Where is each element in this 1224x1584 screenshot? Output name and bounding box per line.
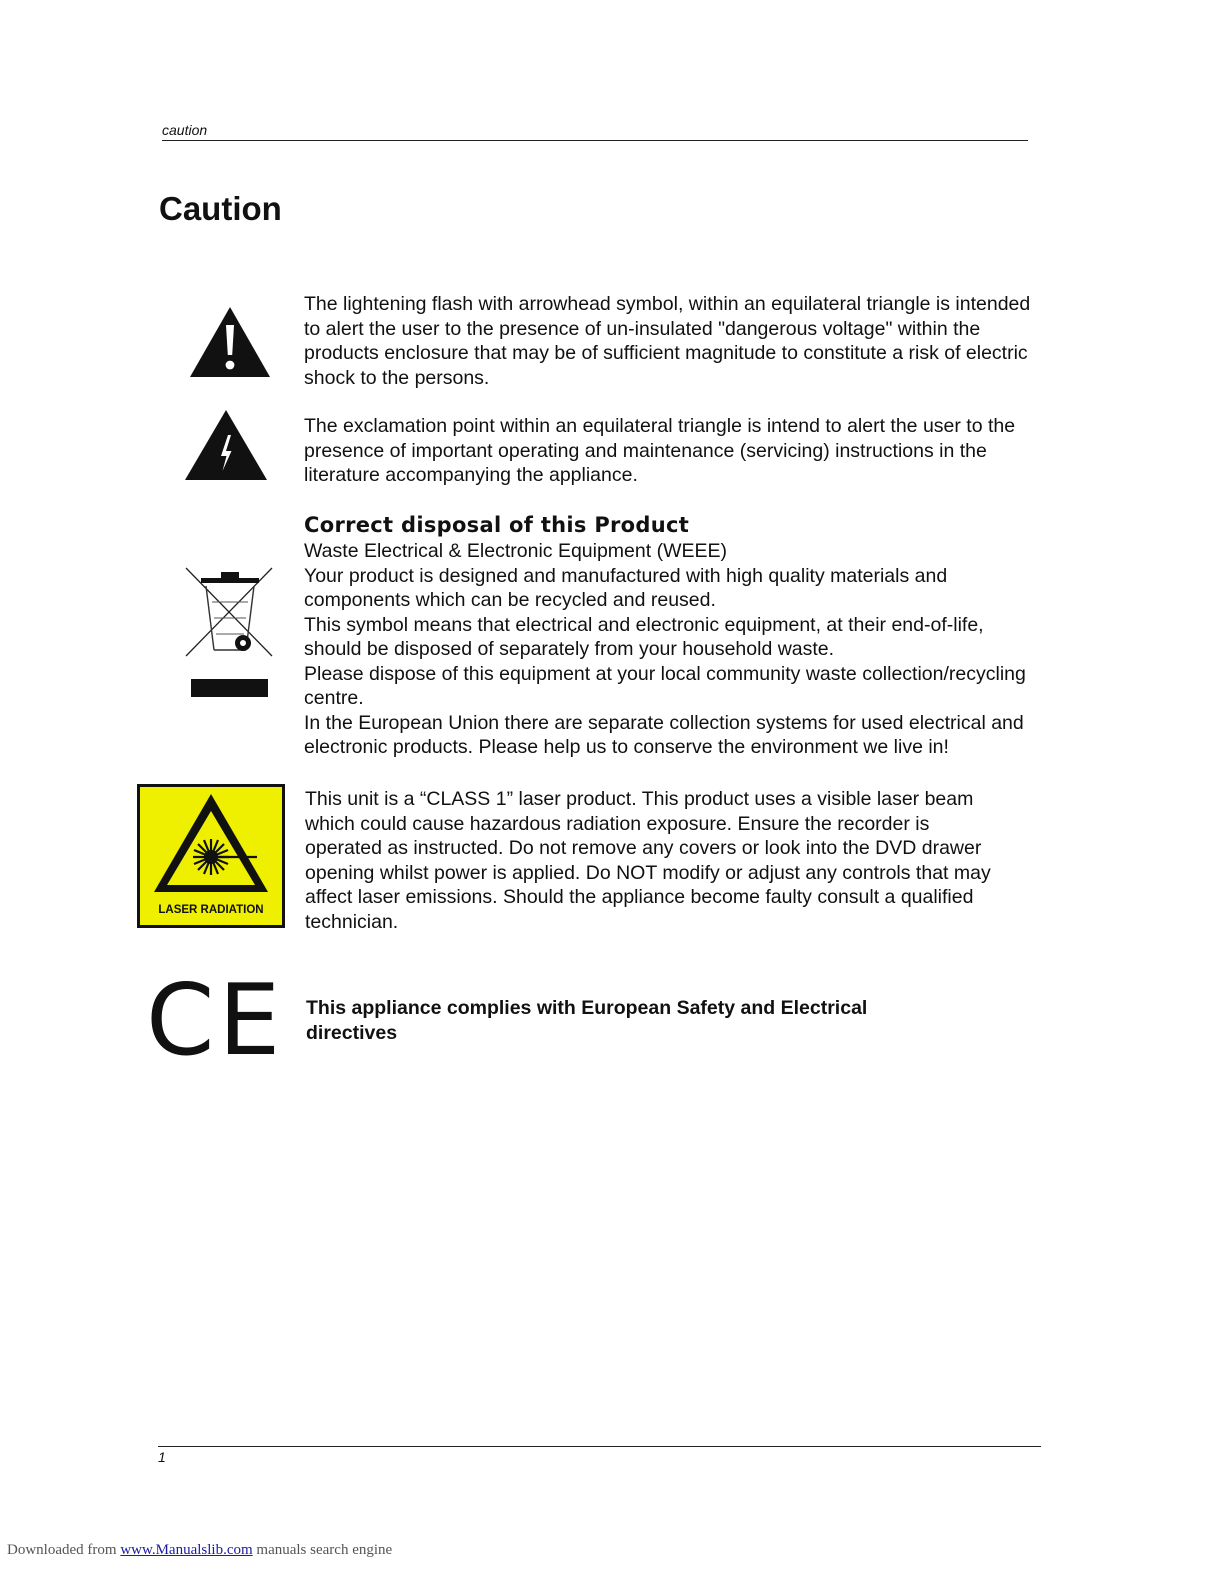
download-suffix: manuals search engine <box>252 1542 393 1558</box>
ce-mark-text: CE <box>146 964 285 1078</box>
disposal-line: Please dispose of this equipment at your local community waste collection/recycling centre. <box>304 662 1026 709</box>
footer-rule <box>158 1446 1041 1447</box>
disposal-line: Your product is designed and manufactured with high quality materials and components which can be recycled and reused. <box>304 564 948 611</box>
ce-compliance-text: This appliance complies with European Safety and Electrical directives <box>306 997 868 1044</box>
lightning-symbol-text: The lightening flash with arrowhead symbol, within an equilateral triangle is intended to alert the user to the presence of un-insulated "dangerous voltage" within the products enclosure that may be of sufficient magnitude to constitute a risk of electric shock to the persons. <box>304 293 1031 389</box>
disposal-line: In the European Union there are separate collection systems for used electrical and electronic products. Please help us to conserve the environment we live in! <box>304 711 1024 758</box>
header-label: caution <box>162 122 208 138</box>
manualslib-link[interactable]: www.Manualslib.com <box>120 1542 253 1558</box>
download-prefix: Downloaded from <box>7 1542 121 1558</box>
laser-radiation-label <box>137 784 285 928</box>
disposal-section <box>304 513 1044 760</box>
exclamation-warning-icon <box>188 305 272 379</box>
disposal-line: This symbol means that electrical and electronic equipment, at their end-of-life, should be disposed of separately from your household waste. <box>304 613 984 660</box>
exclamation-symbol-description <box>304 414 1044 488</box>
laser-text: This unit is a “CLASS 1” laser product. This product uses a visible laser beam which could cause hazardous radiation exposure. Ensure the recorder is operated as instructed. Do not remove any covers or look into the DVD drawer opening whilst power is applied. Do NOT modify or adjust any controls that may affect laser emissions. Should the appliance become faulty consult a qualified technician. <box>305 788 991 933</box>
lightning-symbol-description <box>304 292 1044 390</box>
laser-section <box>305 787 1005 934</box>
exclamation-symbol-text: The exclamation point within an equilateral triangle is intend to alert the user to the presence of important operating and maintenance (servicing) instructions in the literature accompanying the appliance. <box>304 415 1016 486</box>
lightning-warning-icon <box>184 409 268 481</box>
ce-mark <box>146 964 285 1078</box>
page-title: Caution <box>159 190 282 227</box>
weee-bin-icon <box>184 566 276 700</box>
download-footer <box>7 1542 392 1559</box>
disposal-line: Waste Electrical & Electronic Equipment (WEEE) <box>304 540 727 562</box>
laser-label-text: LASER RADIATION <box>158 904 264 916</box>
page-number: 1 <box>158 1449 166 1465</box>
header-rule <box>162 140 1028 141</box>
disposal-heading: Correct disposal of this Product <box>304 513 690 537</box>
